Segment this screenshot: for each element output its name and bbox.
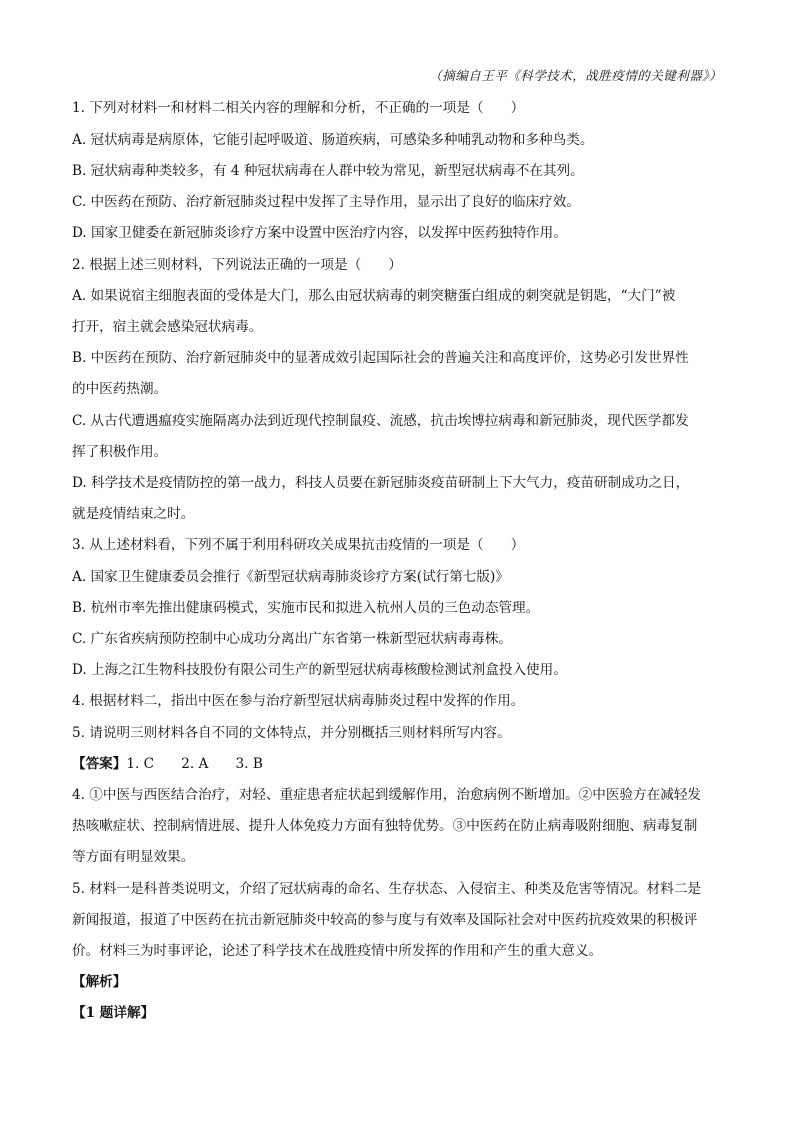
question-1-option-a: A. 冠状病毒是病原体，它能引起呼吸道、肠道疾病，可感染多种哺乳动物和多种鸟类。 <box>72 132 594 148</box>
answer-4-line2: 热咳嗽症状、控制病情进展、提升人体免疫力方面有独特优势。③中医药在防止病毒吸附细胞、病毒复制 <box>72 818 698 834</box>
question-2-option-b-line1: B. 中医药在预防、治疗新冠肺炎中的显著成效引起国际社会的普遍关注和高度评价，这势必引发世界性 <box>72 350 689 366</box>
question-2-option-a-line2: 打开，宿主就会感染冠状病毒。 <box>72 319 263 335</box>
answer-4-line1: 4. ①中医与西医结合治疗，对轻、重症患者症状起到缓解作用，治愈病例不断增加。②中医验方在减轻发 <box>72 787 702 803</box>
analysis-tag: 【解析】 <box>72 974 127 990</box>
question-2-option-b-line2: 的中医药热潮。 <box>72 381 168 397</box>
question-2-option-c-line2: 挥了积极作用。 <box>72 444 168 460</box>
answer-line <box>72 754 722 774</box>
question-2-option-c-line1: C. 从古代遭遇瘟疫实施隔离办法到近现代控制鼠疫、流感，抗击埃博拉病毒和新冠肺炎，现代医学都发 <box>72 413 689 429</box>
question-5: 5. 请说明三则材料各自不同的文体特点，并分别概括三则材料所写内容。 <box>72 725 511 741</box>
answer-tag: 【答案】 <box>72 756 127 772</box>
answer-5-line1: 5. 材料一是科普类说明文，介绍了冠状病毒的命名、生存状态、入侵宿主、种类及危害等情况。材料二是 <box>72 881 702 897</box>
question-2-option-a-line1: A. 如果说宿主细胞表面的受体是大门，那么由冠状病毒的刺突糖蛋白组成的刺突就是钥匙，“大门”被 <box>72 288 676 304</box>
question-1-option-b: B. 冠状病毒种类较多，有 4 种冠状病毒在人群中较为常见，新型冠状病毒不在其列。 <box>72 163 584 179</box>
answer-4-line3: 等方面有明显效果。 <box>72 849 195 865</box>
detail-tag: 【1 题详解】 <box>72 1005 155 1021</box>
question-3-stem: 3. 从上述材料看，下列不属于利用科研攻关成果抗击疫情的一项是（ ） <box>72 537 525 553</box>
question-2-option-d-line1: D. 科学技术是疫情防控的第一战力，科技人员要在新冠肺炎疫苗研制上下大气力，疫苗研制成功之日， <box>72 475 690 491</box>
question-3-option-a: A. 国家卫生健康委员会推行《新型冠状病毒肺炎诊疗方案(试行第七版)》 <box>72 569 509 585</box>
question-1-option-d: D. 国家卫健委在新冠肺炎诊疗方案中设置中医治疗内容，以发挥中医药独特作用。 <box>72 225 567 241</box>
question-1-option-c: C. 中医药在预防、治疗新冠肺炎过程中发挥了主导作用，显示出了良好的临床疗效。 <box>72 194 580 210</box>
answer-choices: 1. C 2. A 3. B <box>126 756 263 772</box>
source-citation: （摘编自王平《科学技术，战胜疫情的关键利器》） <box>429 68 722 83</box>
question-2-option-d-line2: 就是疫情结束之时。 <box>72 506 195 522</box>
question-1-stem: 1. 下列对材料一和材料二相关内容的理解和分析，不正确的一项是（ ） <box>72 100 525 116</box>
answer-5-line2: 新闻报道，报道了中医药在抗击新冠肺炎中较高的参与度与有效率及国际社会对中医药抗疫效果的积极评 <box>72 912 698 928</box>
question-2-stem: 2. 根据上述三则材料，下列说法正确的一项是（ ） <box>72 257 402 273</box>
question-4: 4. 根据材料二，指出中医在参与治疗新型冠状病毒肺炎过程中发挥的作用。 <box>72 693 525 709</box>
question-3-option-b: B. 杭州市率先推出健康码模式，实施市民和拟进入杭州人员的三色动态管理。 <box>72 600 540 616</box>
answer-5-line3: 价。材料三为时事评论，论述了科学技术在战胜疫情中所发挥的作用和产生的重大意义。 <box>72 943 603 959</box>
question-3-option-c: C. 广东省疾病预防控制中心成功分离出广东省第一株新型冠状病毒毒株。 <box>72 631 512 647</box>
question-3-option-d: D. 上海之江生物科技股份有限公司生产的新型冠状病毒核酸检测试剂盒投入使用。 <box>72 662 567 678</box>
